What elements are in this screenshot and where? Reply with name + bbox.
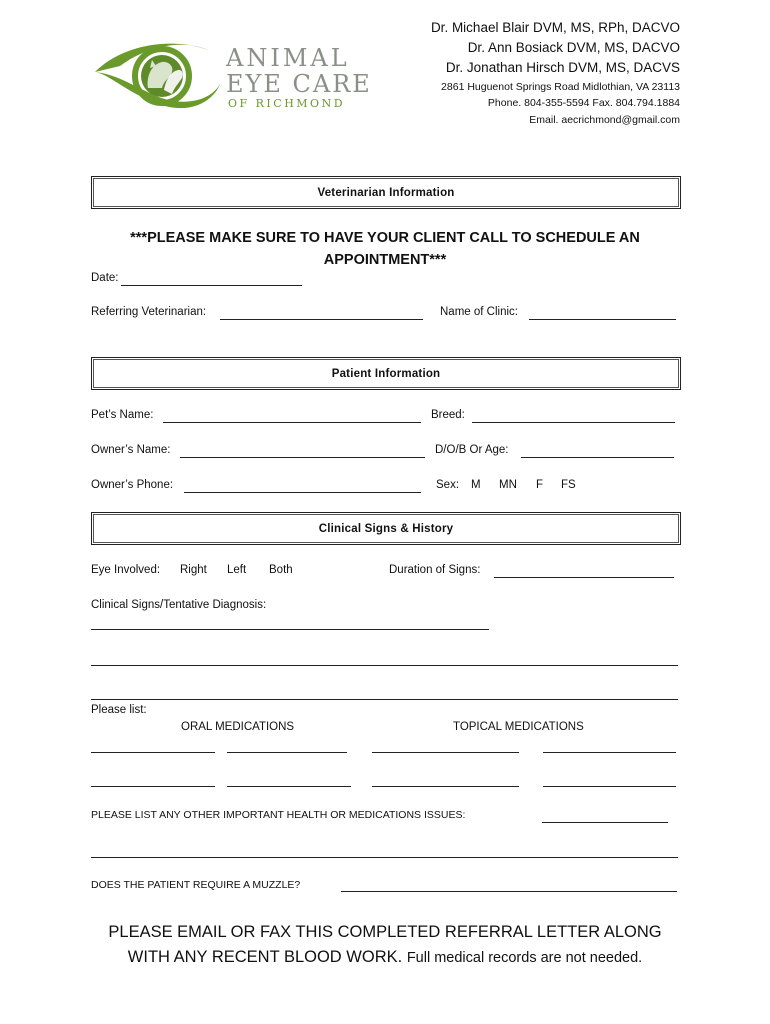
topical-med-field-4[interactable] [543,786,676,787]
sex-option-f[interactable]: F [536,479,544,491]
topical-med-field-2[interactable] [543,752,676,753]
clinic-address: 2861 Huguenot Springs Road Midlothian, VA 23113 [441,81,680,93]
clinical-signs-line-3[interactable] [91,699,678,700]
pet-name-field[interactable] [163,422,421,423]
referring-vet-field[interactable] [220,319,423,320]
clinical-signs-label: Clinical Signs/Tentative Diagnosis: [91,599,267,611]
referring-vet-label: Referring Veterinarian: [91,306,207,318]
section-clinical-signs: Clinical Signs & History [91,512,681,545]
eye-option-right[interactable]: Right [180,564,207,576]
pet-name-label: Pet’s Name: [91,409,154,421]
eye-option-both[interactable]: Both [269,564,293,576]
owner-name-field[interactable] [180,457,425,458]
breed-label: Breed: [431,409,465,421]
topical-med-field-3[interactable] [372,786,519,787]
owner-phone-label: Owner’s Phone: [91,479,174,491]
muzzle-field[interactable] [341,891,677,892]
muzzle-label: DOES THE PATIENT REQUIRE A MUZZLE? [91,879,301,891]
logo-line-eye-care: EYE CARE [226,70,372,98]
clinic-name-field[interactable] [529,319,676,320]
clinical-signs-line-2[interactable] [91,665,678,666]
section-patient-info: Patient Information [91,357,681,390]
footer-blood-work: WITH ANY RECENT BLOOD WORK. [127,948,403,966]
schedule-notice-line1: ***PLEASE MAKE SURE TO HAVE YOUR CLIENT CALL TO SCHEDULE AN [130,230,640,246]
sex-option-m[interactable]: M [471,479,481,491]
footer-line-1: PLEASE EMAIL OR FAX THIS COMPLETED REFERRAL LETTER ALONG [108,923,662,941]
footer-records-note: Full medical records are not needed. [406,950,643,966]
date-field[interactable] [121,285,302,286]
other-issues-line-2[interactable] [91,857,678,858]
dob-age-label: D/O/B Or Age: [435,444,509,456]
clinic-logo [90,36,370,116]
clinic-email: Email. aecrichmond@gmail.com [529,114,680,126]
footer-line-2 [0,945,770,971]
oral-med-field-2[interactable] [227,752,347,753]
other-issues-label: PLEASE LIST ANY OTHER IMPORTANT HEALTH OR MEDICATIONS ISSUES: [91,809,466,821]
owner-name-label: Owner’s Name: [91,444,171,456]
owner-phone-field[interactable] [184,492,421,493]
sex-option-mn[interactable]: MN [499,479,517,491]
oral-med-field-4[interactable] [227,786,351,787]
topical-medications-heading: TOPICAL MEDICATIONS [453,721,584,733]
oral-med-field-3[interactable] [91,786,215,787]
oral-med-field-1[interactable] [91,752,215,753]
clinic-phone: Phone. 804-355-5594 Fax. 804.794.1884 [487,97,680,109]
doctor-3: Dr. Jonathan Hirsch DVM, MS, DACVS [445,60,680,75]
duration-field[interactable] [494,577,674,578]
logo-line-of-richmond: OF RICHMOND [228,97,346,110]
duration-label: Duration of Signs: [389,564,481,576]
eye-involved-label: Eye Involved: [91,564,161,576]
date-label: Date: [91,272,119,284]
dob-age-field[interactable] [521,457,674,458]
schedule-notice-line2: APPOINTMENT*** [323,252,447,268]
section-veterinarian-info: Veterinarian Information [91,176,681,209]
logo-line-animal: ANIMAL [226,44,350,72]
clinic-name-label: Name of Clinic: [440,306,518,318]
other-issues-field[interactable] [542,822,668,823]
doctor-2: Dr. Ann Bosiack DVM, MS, DACVO [467,40,680,55]
topical-med-field-1[interactable] [372,752,519,753]
breed-field[interactable] [472,422,675,423]
sex-option-fs[interactable]: FS [561,479,576,491]
clinical-signs-line-1[interactable] [91,629,489,630]
doctor-1: Dr. Michael Blair DVM, MS, RPh, DACVO [430,20,680,35]
eye-option-left[interactable]: Left [227,564,247,576]
oral-medications-heading: ORAL MEDICATIONS [181,721,295,733]
sex-label: Sex: [436,479,460,491]
please-list-label: Please list: [91,704,147,716]
